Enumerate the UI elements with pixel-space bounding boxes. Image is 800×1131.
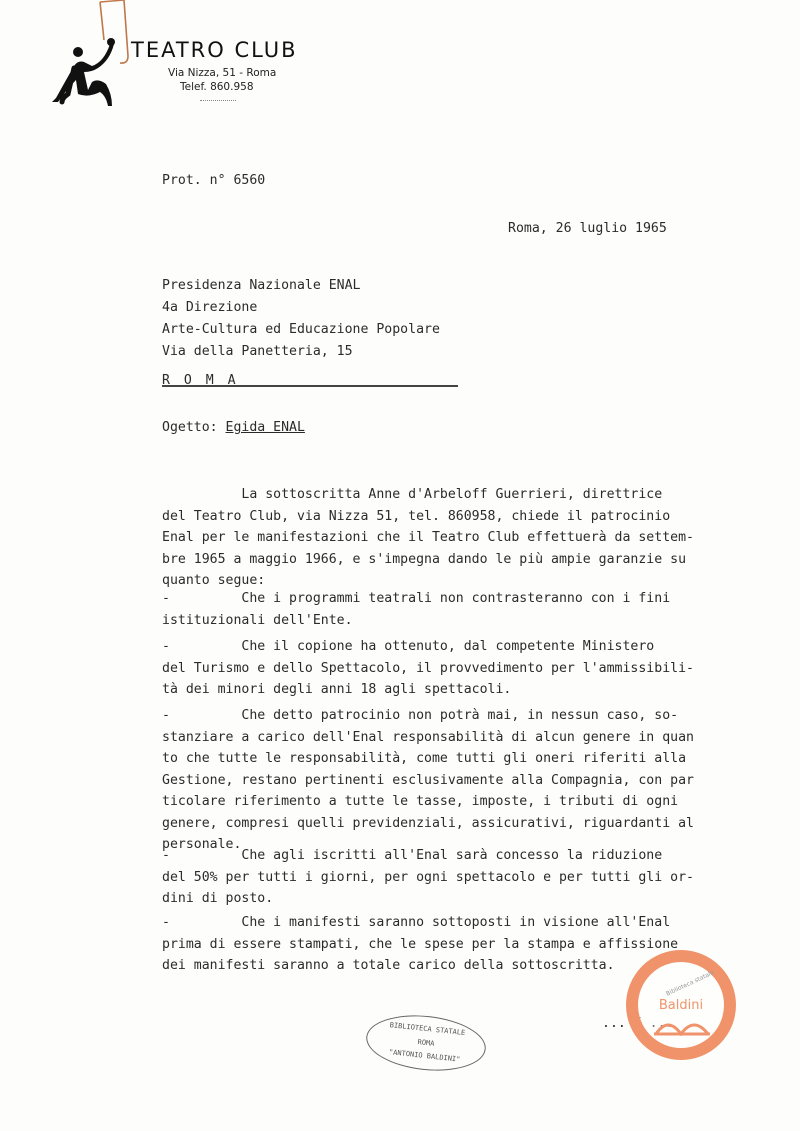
subject-line <box>162 417 305 439</box>
body-item-patrocinio: - Che detto patrocinio non potrà mai, in nessun caso, so- stanziare a carico dell'Enal responsabilità di alcun genere in quan to che tutte le responsabilità, come tutti gli oneri riferiti alla Gestione, restano pertinenti esclusivamente alla Compagnia, con par ticolare riferimento a tutte le tasse, imposte, i tributi di ogni genere, compresi quelli previdenziali, assicurativi, riguardanti al personale. <box>162 708 694 852</box>
body-item-riduzione: - Che agli iscritti all'Enal sarà concesso la riduzione del 50% per tutti i giorni, per ogni spettacolo e per tutti gli or- dini di posto. <box>162 848 694 906</box>
double-arch-icon <box>654 1016 710 1036</box>
continuation-mark: ... / ... <box>602 1016 674 1031</box>
library-stamp <box>364 1010 489 1076</box>
protocol-number: Prot. n° 6560 <box>162 173 266 188</box>
watermark-small-text: Biblioteca statale <box>664 969 716 998</box>
letterhead-divider <box>200 100 236 101</box>
baldini-watermark <box>626 950 736 1060</box>
letter-date: Roma, 26 luglio 1965 <box>508 221 667 236</box>
teatro-club-logo-icon <box>48 38 128 110</box>
letterhead-title: TEATRO CLUB <box>131 38 298 62</box>
body-item-programmi: - Che i programmi teatrali non contrasteranno con i fini istituzionali dell'Ente. <box>162 591 671 628</box>
stamp-line-3: "ANTONIO BALDINI" <box>388 1048 461 1064</box>
body-item-manifesti: - Che i manifesti saranno sottoposti in visione all'Enal prima di essere stampati, che le spese per la stampa e affissione dei manifesti saranno a totale carico della sottoscritta. <box>162 915 679 973</box>
stamp-line-1: BIBLIOTECA STATALE <box>389 1021 466 1038</box>
subject-value: Egida ENAL <box>225 420 305 435</box>
body-item-copione: - Che il copione ha ottenuto, dal competente Ministero del Turismo e dello Spettacolo, il provvedimento per l'ammissibili- tà dei minori degli anni 18 agli spettacoli. <box>162 639 694 697</box>
stamp-line-2: ROMA <box>417 1038 435 1048</box>
subject-label: Ogetto: <box>162 420 226 435</box>
letterhead-phone: Telef. 860.958 <box>180 81 254 93</box>
watermark-name: Baldini <box>658 998 704 1013</box>
body-intro-paragraph: La sottoscritta Anne d'Arbeloff Guerrieri, direttrice del Teatro Club, via Nizza 51, tel. 860958, chiede il patrocinio Enal per le manifestazioni che il Teatro Club effettuerà da settem- bre 1965 a maggio 1966, e s'impegna dando le più ampie garanzie su quanto segue: <box>162 487 694 588</box>
letterhead-address: Via Nizza, 51 - Roma <box>168 67 277 79</box>
city-underline <box>162 385 458 387</box>
recipient-address: Presidenza Nazionale ENAL 4a Direzione Arte-Cultura ed Educazione Popolare Via della Panetteria, 15 <box>162 278 440 359</box>
recipient-city: R O M A <box>162 373 239 388</box>
